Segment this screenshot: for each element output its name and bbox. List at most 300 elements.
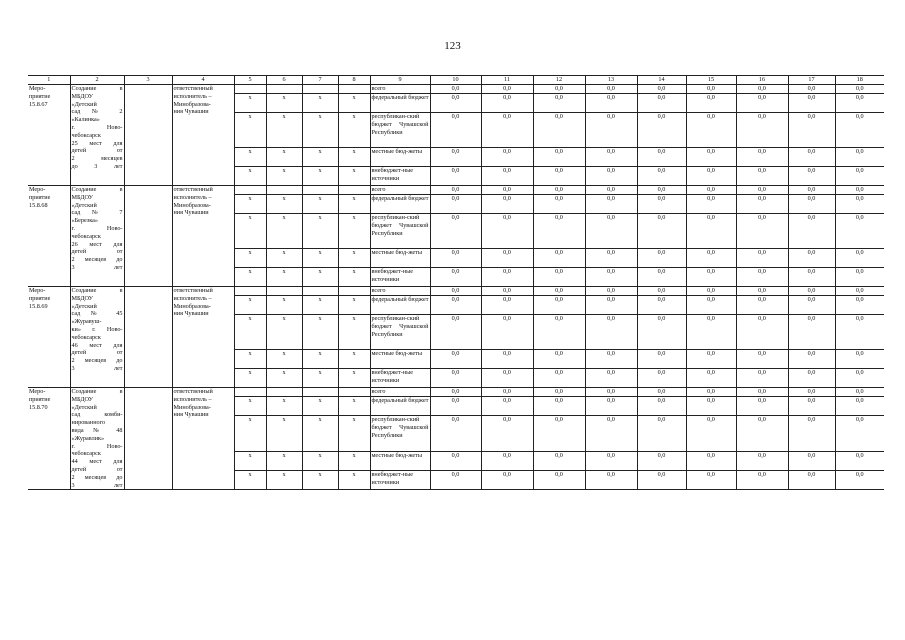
responsible-cell (124, 186, 172, 287)
budget-code-cell (302, 388, 338, 397)
budget-code-cell: x (338, 397, 370, 416)
budget-code-cell: x (302, 148, 338, 167)
amount-cell: 0,0 (736, 471, 788, 490)
amount-cell: 0,0 (533, 397, 585, 416)
amount-cell: 0,0 (686, 369, 736, 388)
amount-cell: 0,0 (481, 186, 533, 195)
amount-cell: 0,0 (637, 451, 686, 470)
measure-name-line: 3 лет (71, 364, 123, 372)
amount-cell: 0,0 (585, 94, 637, 113)
measure-name-line: 44 мест для (71, 458, 123, 466)
budget-code-cell: x (266, 315, 302, 350)
amount-cell: 0,0 (835, 195, 884, 214)
amount-cell: 0,0 (637, 167, 686, 186)
budget-code-cell: x (234, 416, 266, 451)
amount-cell: 0,0 (637, 388, 686, 397)
amount-cell: 0,0 (637, 85, 686, 94)
measure-name-line: чебоксарск (71, 333, 101, 341)
funding-source: внебюджет-ные источники (370, 369, 430, 388)
measure-name-line: 2 месяцев до (71, 256, 123, 264)
budget-code-cell: x (338, 113, 370, 148)
amount-cell: 0,0 (686, 416, 736, 451)
measure-name-line: г. Ново- (71, 224, 123, 232)
amount-cell: 0,0 (481, 451, 533, 470)
amount-cell: 0,0 (835, 113, 884, 148)
amount-cell: 0,0 (835, 268, 884, 287)
column-number: 5 (234, 76, 266, 85)
amount-cell: 0,0 (788, 195, 835, 214)
budget-code-cell: x (266, 416, 302, 451)
budget-code-cell: x (302, 249, 338, 268)
amount-cell: 0,0 (585, 397, 637, 416)
column-number: 2 (70, 76, 124, 85)
amount-cell: 0,0 (430, 94, 481, 113)
measure-name-line: 26 мест для (71, 240, 123, 248)
amount-cell: 0,0 (637, 296, 686, 315)
column-number: 9 (370, 76, 430, 85)
budget-code-cell (234, 186, 266, 195)
amount-cell: 0,0 (835, 186, 884, 195)
budget-code-cell: x (234, 94, 266, 113)
measure-name-line: «Калинка» (71, 116, 100, 124)
measure-name-line: «Березка» (71, 217, 99, 225)
budget-code-cell: x (266, 350, 302, 369)
amount-cell: 0,0 (481, 85, 533, 94)
amount-cell: 0,0 (481, 113, 533, 148)
measure-id-line: 15.8.68 (29, 201, 48, 209)
funding-source: всего (370, 85, 430, 94)
budget-code-cell: x (234, 296, 266, 315)
measure-id (28, 388, 70, 490)
amount-cell: 0,0 (637, 186, 686, 195)
amount-cell: 0,0 (736, 296, 788, 315)
measure-name-line: 46 мест для (71, 341, 123, 349)
measure-name-line: Создание в (71, 85, 123, 92)
budget-code-cell: x (338, 471, 370, 490)
amount-cell: 0,0 (430, 287, 481, 296)
amount-cell: 0,0 (585, 167, 637, 186)
measure-name (70, 85, 124, 186)
measure-name-line: сад № 2 (71, 108, 123, 116)
funding-source: федеральный бюджет (370, 94, 430, 113)
amount-cell: 0,0 (686, 287, 736, 296)
budget-code-cell: x (266, 268, 302, 287)
budget-code-cell: x (234, 369, 266, 388)
measure-name-line: «Журавуш- (71, 318, 102, 326)
budget-code-cell: x (234, 214, 266, 249)
measure-name-line: чебоксарск (71, 232, 101, 240)
amount-cell: 0,0 (637, 94, 686, 113)
budget-code-cell: x (302, 451, 338, 470)
amount-cell: 0,0 (430, 388, 481, 397)
measure-name-line: «Детский (71, 100, 97, 108)
amount-cell: 0,0 (430, 167, 481, 186)
amount-cell: 0,0 (686, 249, 736, 268)
budget-code-cell: x (266, 94, 302, 113)
amount-cell: 0,0 (686, 148, 736, 167)
amount-cell: 0,0 (736, 416, 788, 451)
measure-name-line: 3 лет (71, 263, 123, 271)
amount-cell: 0,0 (430, 369, 481, 388)
amount-cell: 0,0 (430, 350, 481, 369)
amount-cell: 0,0 (686, 94, 736, 113)
amount-cell: 0,0 (481, 148, 533, 167)
amount-cell: 0,0 (788, 315, 835, 350)
amount-cell: 0,0 (835, 249, 884, 268)
responsible-cell (124, 388, 172, 490)
measure-executor-line: ответственный (173, 186, 213, 193)
budget-code-cell (266, 186, 302, 195)
amount-cell: 0,0 (481, 214, 533, 249)
amount-cell: 0,0 (788, 451, 835, 470)
amount-cell: 0,0 (835, 94, 884, 113)
budget-code-cell: x (338, 148, 370, 167)
measure-executor-line: Минобразова- (173, 100, 211, 108)
amount-cell: 0,0 (585, 416, 637, 451)
amount-cell: 0,0 (430, 249, 481, 268)
budget-code-cell (266, 85, 302, 94)
budget-code-cell: x (302, 94, 338, 113)
responsible-cell (124, 287, 172, 388)
measure-id-line: 15.8.67 (29, 100, 48, 108)
measure-id-line: Меро- (29, 85, 46, 92)
measure-executor (172, 388, 234, 490)
amount-cell: 0,0 (430, 471, 481, 490)
amount-cell: 0,0 (585, 186, 637, 195)
budget-code-cell: x (338, 369, 370, 388)
amount-cell: 0,0 (430, 451, 481, 470)
budget-code-cell: x (266, 369, 302, 388)
amount-cell: 0,0 (533, 249, 585, 268)
measure-name (70, 186, 124, 287)
measure-id-line: Меро- (29, 388, 46, 395)
amount-cell: 0,0 (585, 287, 637, 296)
amount-cell: 0,0 (686, 315, 736, 350)
amount-cell: 0,0 (736, 369, 788, 388)
amount-cell: 0,0 (533, 113, 585, 148)
budget-code-cell: x (234, 148, 266, 167)
column-number: 11 (481, 76, 533, 85)
amount-cell: 0,0 (736, 148, 788, 167)
amount-cell: 0,0 (736, 186, 788, 195)
amount-cell: 0,0 (481, 268, 533, 287)
amount-cell: 0,0 (430, 268, 481, 287)
budget-code-cell: x (302, 296, 338, 315)
measure-id-line: 15.8.69 (29, 302, 48, 310)
measure-executor (172, 186, 234, 287)
amount-cell: 0,0 (835, 315, 884, 350)
amount-cell: 0,0 (788, 416, 835, 451)
amount-cell: 0,0 (637, 113, 686, 148)
amount-cell: 0,0 (637, 397, 686, 416)
measure-executor-line: Минобразова- (173, 403, 211, 411)
measure-name-line: сад № 7 (71, 209, 123, 217)
column-number: 3 (124, 76, 172, 85)
amount-cell: 0,0 (686, 167, 736, 186)
amount-cell: 0,0 (788, 186, 835, 195)
amount-cell: 0,0 (835, 451, 884, 470)
measure-executor-line: Минобразова- (173, 201, 211, 209)
budget-code-cell: x (338, 350, 370, 369)
amount-cell: 0,0 (736, 94, 788, 113)
measure-id (28, 287, 70, 388)
amount-cell: 0,0 (835, 287, 884, 296)
amount-cell: 0,0 (533, 268, 585, 287)
funding-source: внебюджет-ные источники (370, 167, 430, 186)
column-number: 4 (172, 76, 234, 85)
budget-code-cell: x (234, 471, 266, 490)
column-number: 14 (637, 76, 686, 85)
measure-name-line: детей от (71, 147, 123, 155)
column-number: 13 (585, 76, 637, 85)
funding-source: всего (370, 287, 430, 296)
column-number: 8 (338, 76, 370, 85)
budget-code-cell (302, 186, 338, 195)
budget-code-cell: x (338, 416, 370, 451)
funding-source: всего (370, 186, 430, 195)
budget-row (28, 287, 884, 296)
amount-cell: 0,0 (430, 186, 481, 195)
column-number: 18 (835, 76, 884, 85)
budget-code-cell: x (266, 148, 302, 167)
funding-source: всего (370, 388, 430, 397)
budget-code-cell: x (302, 214, 338, 249)
measure-name (70, 388, 124, 490)
amount-cell: 0,0 (430, 416, 481, 451)
amount-cell: 0,0 (788, 471, 835, 490)
budget-code-cell (266, 287, 302, 296)
amount-cell: 0,0 (736, 195, 788, 214)
measure-name-line: ки» г. Ново- (71, 325, 123, 333)
funding-source: федеральный бюджет (370, 397, 430, 416)
amount-cell: 0,0 (788, 214, 835, 249)
amount-cell: 0,0 (686, 350, 736, 369)
amount-cell: 0,0 (835, 416, 884, 451)
budget-code-cell: x (302, 167, 338, 186)
budget-code-cell (266, 388, 302, 397)
amount-cell: 0,0 (533, 195, 585, 214)
measure-name-line: 2 месяцев до (71, 473, 123, 481)
measure-name-line: «Журавлик» (71, 434, 105, 442)
amount-cell: 0,0 (533, 85, 585, 94)
measure-name-line: Создание в (71, 287, 123, 294)
amount-cell: 0,0 (686, 397, 736, 416)
measure-name-line: 2 месяцев до (71, 357, 123, 365)
amount-cell: 0,0 (481, 350, 533, 369)
amount-cell: 0,0 (686, 195, 736, 214)
measure-name-line: Создание в (71, 186, 123, 193)
amount-cell: 0,0 (430, 85, 481, 94)
amount-cell: 0,0 (736, 315, 788, 350)
budget-code-cell: x (234, 397, 266, 416)
amount-cell: 0,0 (736, 287, 788, 296)
amount-cell: 0,0 (533, 471, 585, 490)
amount-cell: 0,0 (686, 85, 736, 94)
amount-cell: 0,0 (686, 388, 736, 397)
funding-source: республикан-ский бюджет Чувашской Республики (370, 113, 430, 148)
measure-name-line: чебоксарск (71, 131, 101, 139)
measure-id-line: Меро- (29, 186, 46, 193)
budget-code-cell: x (338, 249, 370, 268)
measure-executor-line: ответственный (173, 287, 213, 294)
budget-code-cell: x (266, 296, 302, 315)
amount-cell: 0,0 (585, 315, 637, 350)
amount-cell: 0,0 (788, 85, 835, 94)
budget-row (28, 85, 884, 94)
measure-id-line: приятие (29, 92, 51, 100)
budget-code-cell: x (234, 315, 266, 350)
measure-executor (172, 85, 234, 186)
measure-name-line: 3 лет (71, 481, 123, 489)
measure-executor-line: ния Чувашии (173, 108, 209, 116)
column-number: 1 (28, 76, 70, 85)
column-number: 12 (533, 76, 585, 85)
amount-cell: 0,0 (430, 214, 481, 249)
amount-cell: 0,0 (736, 113, 788, 148)
measure-executor-line: ответственный (173, 85, 213, 92)
amount-cell: 0,0 (637, 214, 686, 249)
measure-name-line: детей от (71, 465, 123, 473)
amount-cell: 0,0 (788, 350, 835, 369)
amount-cell: 0,0 (637, 315, 686, 350)
amount-cell: 0,0 (533, 350, 585, 369)
budget-code-cell (234, 388, 266, 397)
amount-cell: 0,0 (430, 296, 481, 315)
budget-code-cell: x (266, 249, 302, 268)
amount-cell: 0,0 (686, 471, 736, 490)
budget-row (28, 186, 884, 195)
amount-cell: 0,0 (533, 167, 585, 186)
measure-executor-line: Минобразова- (173, 302, 211, 310)
budget-code-cell: x (234, 113, 266, 148)
amount-cell: 0,0 (686, 296, 736, 315)
measure-name-line: МБДОУ (71, 294, 94, 302)
funding-source: республикан-ский бюджет Чувашской Республики (370, 214, 430, 249)
funding-source: местные бюд-жеты (370, 148, 430, 167)
measure-executor (172, 287, 234, 388)
amount-cell: 0,0 (736, 451, 788, 470)
budget-code-cell (338, 186, 370, 195)
amount-cell: 0,0 (481, 315, 533, 350)
column-number: 15 (686, 76, 736, 85)
amount-cell: 0,0 (835, 388, 884, 397)
amount-cell: 0,0 (835, 85, 884, 94)
amount-cell: 0,0 (481, 369, 533, 388)
amount-cell: 0,0 (585, 451, 637, 470)
amount-cell: 0,0 (686, 451, 736, 470)
amount-cell: 0,0 (481, 296, 533, 315)
amount-cell: 0,0 (736, 388, 788, 397)
amount-cell: 0,0 (686, 268, 736, 287)
measure-executor-line: ния Чувашии (173, 310, 209, 318)
amount-cell: 0,0 (585, 148, 637, 167)
amount-cell: 0,0 (637, 249, 686, 268)
amount-cell: 0,0 (736, 214, 788, 249)
amount-cell: 0,0 (637, 350, 686, 369)
amount-cell: 0,0 (481, 249, 533, 268)
measure-name-line: чебоксарск (71, 450, 101, 458)
measure-name-line: «Детский (71, 302, 97, 310)
amount-cell: 0,0 (736, 249, 788, 268)
amount-cell: 0,0 (736, 85, 788, 94)
budget-code-cell: x (266, 195, 302, 214)
amount-cell: 0,0 (736, 268, 788, 287)
measure-executor-line: ния Чувашии (173, 411, 209, 419)
measure-name-line: 2 месяцев (71, 155, 123, 163)
amount-cell: 0,0 (788, 397, 835, 416)
budget-code-cell (234, 85, 266, 94)
amount-cell: 0,0 (637, 471, 686, 490)
amount-cell: 0,0 (788, 148, 835, 167)
measure-id-line: приятие (29, 395, 51, 403)
measure-id (28, 186, 70, 287)
measure-id-line: 15.8.70 (29, 403, 48, 411)
amount-cell: 0,0 (533, 186, 585, 195)
amount-cell: 0,0 (533, 287, 585, 296)
measure-executor-line: исполнитель – (173, 92, 212, 100)
amount-cell: 0,0 (481, 195, 533, 214)
amount-cell: 0,0 (585, 296, 637, 315)
page-number: 123 (444, 40, 461, 52)
measure-executor-line: исполнитель – (173, 395, 212, 403)
budget-code-cell (302, 287, 338, 296)
amount-cell: 0,0 (637, 195, 686, 214)
amount-cell: 0,0 (788, 167, 835, 186)
funding-source: местные бюд-жеты (370, 451, 430, 470)
budget-code-cell (338, 85, 370, 94)
budget-code-cell: x (266, 113, 302, 148)
column-number-row (28, 76, 884, 85)
budget-table (28, 75, 884, 490)
budget-code-cell: x (338, 167, 370, 186)
budget-code-cell: x (234, 451, 266, 470)
measure-name-line: до 3 лет (71, 162, 123, 170)
amount-cell: 0,0 (533, 315, 585, 350)
funding-source: внебюджет-ные источники (370, 471, 430, 490)
amount-cell: 0,0 (585, 471, 637, 490)
amount-cell: 0,0 (585, 214, 637, 249)
column-number: 17 (788, 76, 835, 85)
measure-executor-line: исполнитель – (173, 193, 212, 201)
measure-id (28, 85, 70, 186)
budget-code-cell: x (302, 268, 338, 287)
funding-source: местные бюд-жеты (370, 249, 430, 268)
budget-code-cell: x (234, 350, 266, 369)
amount-cell: 0,0 (788, 94, 835, 113)
amount-cell: 0,0 (430, 195, 481, 214)
measure-name-line: вида № 48 (71, 426, 123, 434)
budget-code-cell: x (234, 195, 266, 214)
amount-cell: 0,0 (736, 167, 788, 186)
amount-cell: 0,0 (533, 94, 585, 113)
measure-name-line: детей от (71, 349, 123, 357)
amount-cell: 0,0 (430, 113, 481, 148)
amount-cell: 0,0 (533, 369, 585, 388)
budget-code-cell: x (234, 249, 266, 268)
budget-code-cell (302, 85, 338, 94)
amount-cell: 0,0 (481, 388, 533, 397)
amount-cell: 0,0 (788, 296, 835, 315)
amount-cell: 0,0 (585, 350, 637, 369)
budget-code-cell: x (338, 296, 370, 315)
amount-cell: 0,0 (481, 416, 533, 451)
column-number: 7 (302, 76, 338, 85)
column-number: 10 (430, 76, 481, 85)
amount-cell: 0,0 (835, 471, 884, 490)
budget-code-cell: x (338, 214, 370, 249)
funding-source: федеральный бюджет (370, 296, 430, 315)
measure-name-line: сад комби- (71, 411, 123, 419)
